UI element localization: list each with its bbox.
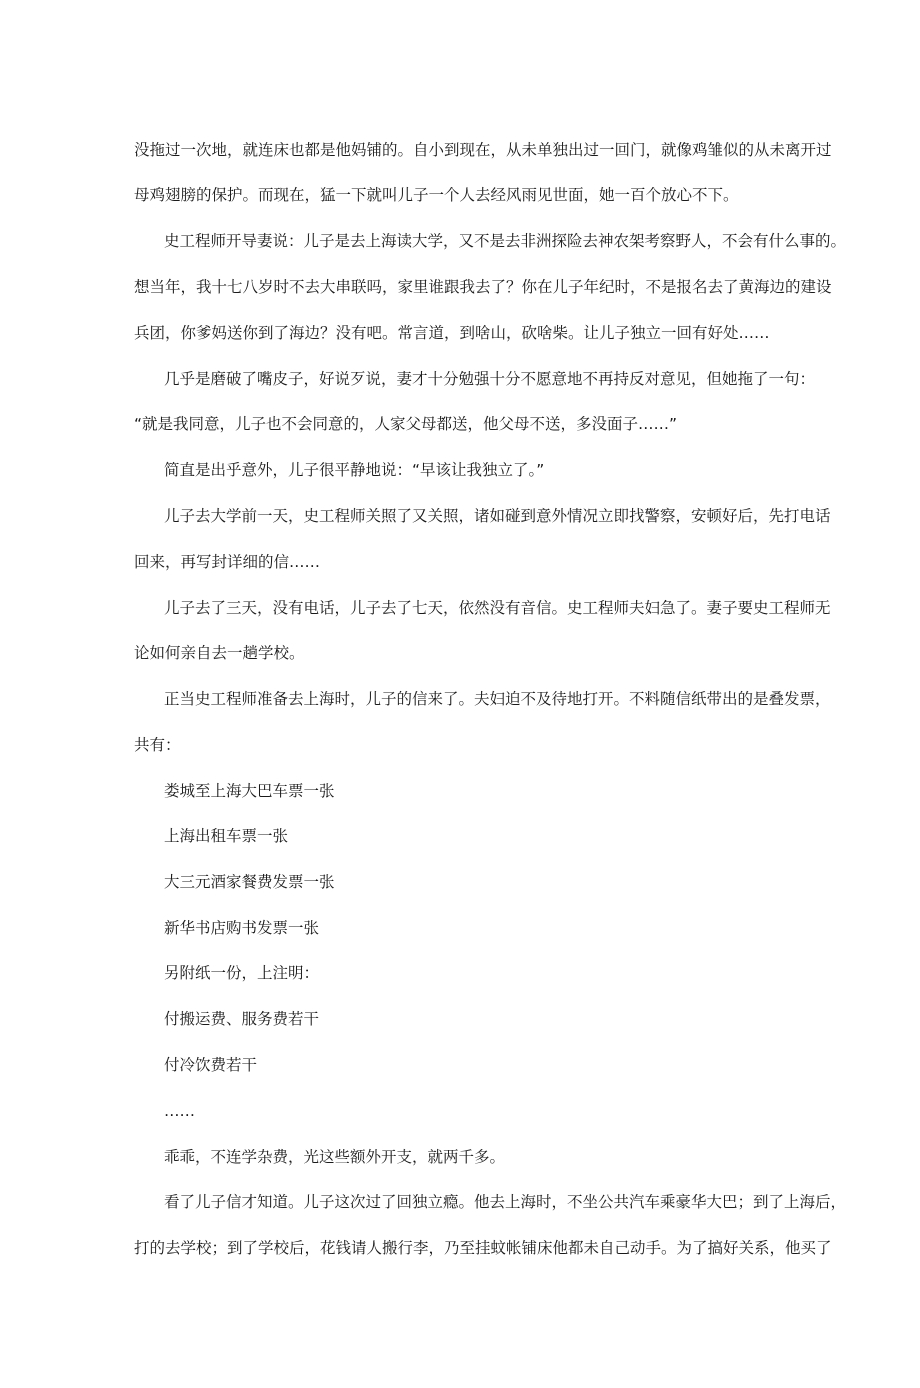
text-line: 另附纸一份，上注明：	[164, 964, 320, 982]
text-line: 想当年，我十七八岁时不去大串联吗，家里谁跟我去了？你在儿子年纪时，不是报名去了黄海边的建设	[134, 278, 832, 296]
text-line: 兵团，你爹妈送你到了海边？没有吧。常言道，到啥山，砍啥柴。让儿子独立一回有好处……	[134, 324, 770, 342]
text-line: 母鸡翅膀的保护。而现在，猛一下就叫儿子一个人去经风雨见世面，她一百个放心不下。	[134, 186, 739, 204]
text-line: 付搬运费、服务费若干	[164, 1010, 320, 1028]
text-line: “就是我同意，儿子也不会同意的，人家父母都送，他父母不送，多没面子……”	[134, 415, 678, 433]
text-line: 乖乖，不连学杂费，光这些额外开支，就两千多。	[164, 1148, 506, 1166]
text-line: 史工程师开导妻说：儿子是去上海读大学，又不是去非洲探险去神农架考察野人，不会有什么事的。	[164, 232, 847, 250]
text-line: 没拖过一次地，就连床也都是他妈铺的。自小到现在，从未单独出过一回门，就像鸡雏似的从未离开过	[134, 141, 832, 159]
text-line: ……	[164, 1102, 195, 1120]
text-line: 共有：	[134, 736, 181, 754]
text-line: 上海出租车票一张	[164, 827, 289, 845]
text-line: 新华书店购书发票一张	[164, 919, 320, 937]
text-line: 回来，再写封详细的信……	[134, 553, 321, 571]
text-line: 正当史工程师准备去上海时，儿子的信来了。夫妇迫不及待地打开。不料随信纸带出的是叠发票，	[164, 690, 831, 708]
text-line: 大三元酒家餐费发票一张	[164, 873, 335, 891]
text-line: 几乎是磨破了嘴皮子，好说歹说，妻才十分勉强十分不愿意地不再持反对意见，但她拖了一句：	[164, 370, 816, 388]
text-line: 儿子去大学前一天，史工程师关照了又关照，诸如碰到意外情况立即找警察，安顿好后，先打电话	[164, 507, 831, 525]
text-line: 娄城至上海大巴车票一张	[164, 782, 335, 800]
text-line: 简直是出乎意外，儿子很平静地说：“早该让我独立了。”	[164, 461, 545, 479]
text-line: 打的去学校；到了学校后，花钱请人搬行李，乃至挂蚊帐铺床他都未自己动手。为了搞好关系，他买了	[134, 1239, 832, 1257]
text-line: 儿子去了三天，没有电话，儿子去了七天，依然没有音信。史工程师夫妇急了。妻子要史工程师无	[164, 599, 831, 617]
text-line: 看了儿子信才知道。儿子这次过了回独立瘾。他去上海时，不坐公共汽车乘豪华大巴；到了上海后，	[164, 1193, 847, 1211]
text-line: 付冷饮费若干	[164, 1056, 258, 1074]
text-line: 论如何亲自去一趟学校。	[134, 644, 305, 662]
